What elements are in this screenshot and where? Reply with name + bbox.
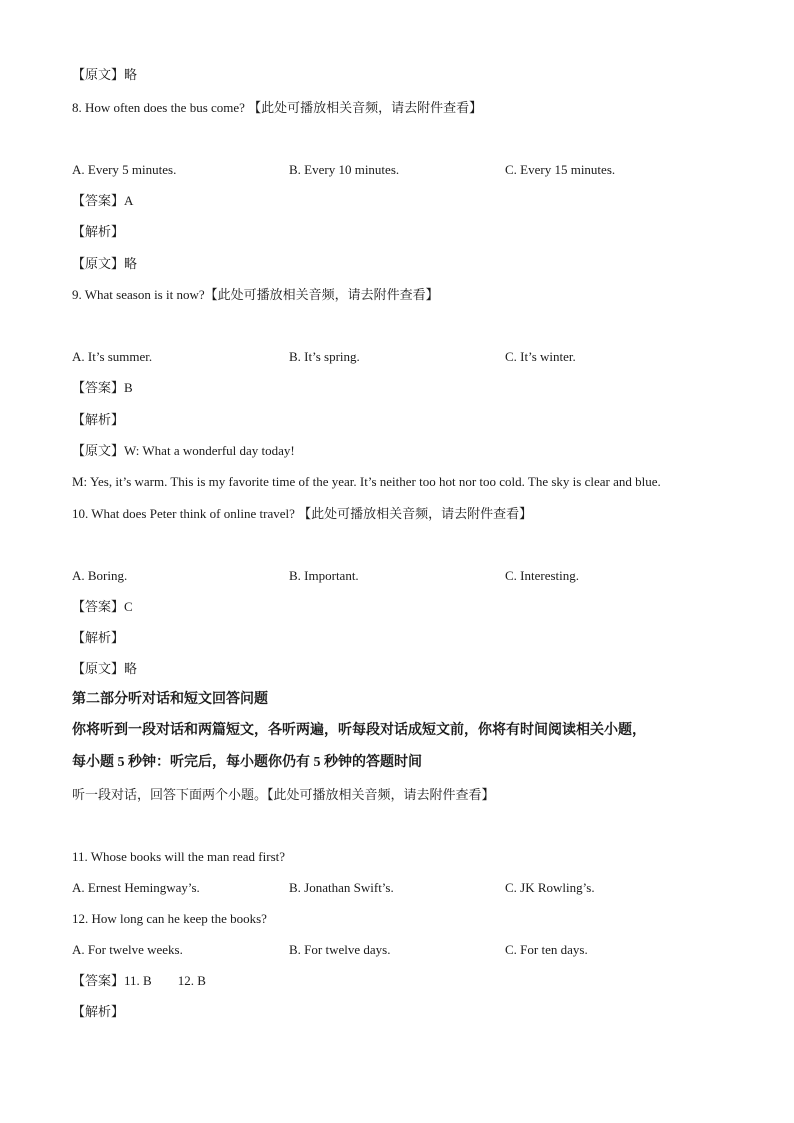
q11-12-explanation: 【解析】 — [72, 1004, 125, 1019]
dialog-intro: 听一段对话，回答下面两个小题。【此处可播放相关音频，请去附件查看】 — [72, 787, 495, 802]
q10-source: 【原文】略 — [72, 661, 138, 676]
q10-option-c: C. Interesting. — [505, 568, 580, 583]
q8-answer: 【答案】A — [72, 193, 134, 208]
q8-option-a: A. Every 5 minutes. — [72, 162, 177, 177]
q10-explanation: 【解析】 — [72, 630, 125, 645]
q9-option-c: C. It’s winter. — [505, 349, 576, 364]
question-8: 8. How often does the bus come? 【此处可播放相关音频，请去附件查看】 — [72, 100, 483, 115]
q10-option-b: B. Important. — [289, 568, 359, 583]
question-10: 10. What does Peter think of online travel? 【此处可播放相关音频，请去附件查看】 — [72, 506, 533, 521]
part-2-instructions: 你将听到一段对话和两篇短文，各听两遍，听每段对话成短文前，你将有时间阅读相关小题， — [72, 723, 646, 738]
q12-option-b: B. For twelve days. — [289, 942, 391, 957]
q8-explanation: 【解析】 — [72, 224, 125, 239]
part-2-title: 第二部分听对话和短文回答问题 — [72, 692, 268, 707]
q10-answer: 【答案】C — [72, 599, 133, 614]
q11-12-answer: 【答案】11. B 12. B — [72, 973, 206, 988]
q12-option-c: C. For ten days. — [505, 942, 588, 957]
source-text-line: 【原文】略 — [72, 67, 138, 82]
q9-option-a: A. It’s summer. — [72, 349, 153, 364]
q9-source: 【原文】W: What a wonderful day today! — [72, 443, 295, 458]
q10-option-a: A. Boring. — [72, 568, 128, 583]
q11-option-a: A. Ernest Hemingway’s. — [72, 880, 200, 895]
q11-option-b: B. Jonathan Swift’s. — [289, 880, 394, 895]
q9-source-continued: M: Yes, it’s warm. This is my favorite time of the year. It’s neither too hot nor too cold. The sky is clear and blue. — [72, 474, 661, 489]
q9-answer: 【答案】B — [72, 380, 133, 395]
question-11: 11. Whose books will the man read first? — [72, 849, 286, 864]
q8-option-b: B. Every 10 minutes. — [289, 162, 400, 177]
q8-option-c: C. Every 15 minutes. — [505, 162, 616, 177]
q9-option-b: B. It’s spring. — [289, 349, 360, 364]
q12-option-a: A. For twelve weeks. — [72, 942, 183, 957]
q11-option-c: C. JK Rowling’s. — [505, 880, 595, 895]
question-12: 12. How long can he keep the books? — [72, 911, 267, 926]
part-2-instructions-continued: 每小题 5 秒钟：听完后，每小题你仍有 5 秒钟的答题时间 — [72, 755, 422, 770]
question-9: 9. What season is it now?【此处可播放相关音频，请去附件查看】 — [72, 287, 439, 302]
q9-explanation: 【解析】 — [72, 412, 125, 427]
q8-source: 【原文】略 — [72, 256, 138, 271]
